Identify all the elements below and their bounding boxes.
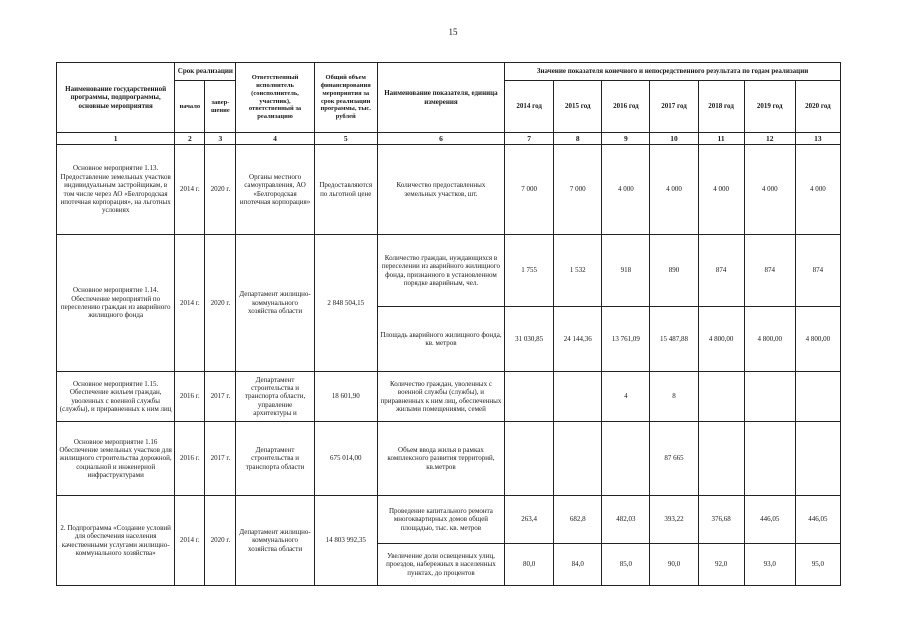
value-cell: 15 487,88 bbox=[650, 307, 698, 372]
column-number: 6 bbox=[377, 133, 504, 145]
executor-cell: Департамент жилищно-коммунального хозяйства области bbox=[236, 235, 314, 372]
value-cell bbox=[698, 422, 744, 496]
header-period: Срок реализации bbox=[175, 63, 236, 81]
value-cell bbox=[744, 372, 795, 422]
column-number: 10 bbox=[650, 133, 698, 145]
executor-cell: Органы местного самоуправления, АО «Белгородская ипотечная корпорация» bbox=[236, 145, 314, 235]
program-name-cell: Основное мероприятие 1.15. Обеспечение жильем граждан, уволенных с военной службы (службы), и приравненных к ним лиц bbox=[57, 372, 175, 422]
indicator-name-cell: Проведение капитального ремонта многоквартирных домов общей площадью, тыс. кв. метров bbox=[377, 496, 504, 544]
value-cell: 4 800,00 bbox=[698, 307, 744, 372]
value-cell: 263,4 bbox=[505, 496, 554, 544]
value-cell: 4 000 bbox=[650, 145, 698, 235]
program-indicators-table bbox=[56, 62, 841, 586]
financing-cell: 675 014,00 bbox=[314, 422, 377, 496]
column-number: 9 bbox=[602, 133, 650, 145]
header-end: завер-шение bbox=[205, 81, 236, 133]
column-number: 4 bbox=[236, 133, 314, 145]
start-year-cell: 2014 г. bbox=[175, 145, 205, 235]
end-year-cell: 2017 г. bbox=[205, 372, 236, 422]
column-number: 1 bbox=[57, 133, 175, 145]
column-number: 12 bbox=[744, 133, 795, 145]
value-cell: 31 030,85 bbox=[505, 307, 554, 372]
value-cell bbox=[744, 422, 795, 496]
header-program-name: Наименование государственной программы, подпрограммы, основные мероприятия bbox=[57, 63, 175, 133]
column-number: 3 bbox=[205, 133, 236, 145]
value-cell: 8 bbox=[650, 372, 698, 422]
column-number: 13 bbox=[795, 133, 840, 145]
start-year-cell: 2014 г. bbox=[175, 496, 205, 586]
value-cell: 4 000 bbox=[795, 145, 840, 235]
value-cell bbox=[795, 422, 840, 496]
end-year-cell: 2017 г. bbox=[205, 422, 236, 496]
header-start: начало bbox=[175, 81, 205, 133]
value-cell: 93,0 bbox=[744, 544, 795, 586]
value-cell bbox=[554, 372, 602, 422]
value-cell bbox=[602, 422, 650, 496]
column-number: 2 bbox=[175, 133, 205, 145]
end-year-cell: 2020 г. bbox=[205, 145, 236, 235]
header-executor: Ответственный исполнитель (соисполнитель, участник), ответственный за реализацию bbox=[236, 63, 314, 133]
header-year: 2015 год bbox=[554, 81, 602, 133]
start-year-cell: 2016 г. bbox=[175, 372, 205, 422]
value-cell: 4 800,00 bbox=[744, 307, 795, 372]
value-cell: 874 bbox=[795, 235, 840, 307]
executor-cell: Департамент строительства и транспорта области bbox=[236, 422, 314, 496]
indicator-name-cell: Площадь аварийного жилищного фонда, кв. метров bbox=[377, 307, 504, 372]
value-cell: 7 000 bbox=[505, 145, 554, 235]
column-number: 5 bbox=[314, 133, 377, 145]
header-indicator: Наименование показателя, единица измерения bbox=[377, 63, 504, 133]
value-cell: 446,05 bbox=[744, 496, 795, 544]
value-cell: 4 000 bbox=[698, 145, 744, 235]
value-cell: 890 bbox=[650, 235, 698, 307]
header-year: 2020 год bbox=[795, 81, 840, 133]
financing-cell: 18 601,90 bbox=[314, 372, 377, 422]
header-year: 2018 год bbox=[698, 81, 744, 133]
value-cell: 874 bbox=[744, 235, 795, 307]
value-cell: 87 665 bbox=[650, 422, 698, 496]
value-cell: 1 532 bbox=[554, 235, 602, 307]
value-cell bbox=[698, 372, 744, 422]
column-number: 11 bbox=[698, 133, 744, 145]
column-number: 7 bbox=[505, 133, 554, 145]
end-year-cell: 2020 г. bbox=[205, 235, 236, 372]
value-cell: 4 000 bbox=[744, 145, 795, 235]
value-cell: 24 144,36 bbox=[554, 307, 602, 372]
value-cell bbox=[505, 422, 554, 496]
header-results: Значение показателя конечного и непосредственного результата по годам реализации bbox=[505, 63, 841, 81]
indicator-name-cell: Количество предоставленных земельных участков, шт. bbox=[377, 145, 504, 235]
financing-cell: 14 803 992,35 bbox=[314, 496, 377, 586]
program-name-cell: Основное мероприятие 1.16 Обеспечение земельных участков для жилищного строительства дорожной, социальной и инженерной инфраструктурами bbox=[57, 422, 175, 496]
header-year: 2017 год bbox=[650, 81, 698, 133]
program-name-cell: 2. Подпрограмма «Создание условий для обеспечения населения качественными услугами жилищно-коммунального хозяйства» bbox=[57, 496, 175, 586]
column-number: 8 bbox=[554, 133, 602, 145]
value-cell: 446,05 bbox=[795, 496, 840, 544]
value-cell: 1 755 bbox=[505, 235, 554, 307]
end-year-cell: 2020 г. bbox=[205, 496, 236, 586]
value-cell: 84,0 bbox=[554, 544, 602, 586]
value-cell: 682,8 bbox=[554, 496, 602, 544]
value-cell: 13 761,09 bbox=[602, 307, 650, 372]
header-year: 2019 год bbox=[744, 81, 795, 133]
header-year: 2014 год bbox=[505, 81, 554, 133]
indicator-name-cell: Количество граждан, уволенных с военной службы (службы), и приравненных к ним лиц, обеспеченных жилыми помещениями, семей bbox=[377, 372, 504, 422]
indicator-name-cell: Объем ввода жилья в рамках комплексного развития территорий, кв.метров bbox=[377, 422, 504, 496]
start-year-cell: 2014 г. bbox=[175, 235, 205, 372]
value-cell bbox=[795, 372, 840, 422]
value-cell: 376,68 bbox=[698, 496, 744, 544]
value-cell: 7 000 bbox=[554, 145, 602, 235]
value-cell: 482,03 bbox=[602, 496, 650, 544]
header-year: 2016 год bbox=[602, 81, 650, 133]
value-cell: 85,0 bbox=[602, 544, 650, 586]
program-name-cell: Основное мероприятие 1.13. Предоставление земельных участков индивидуальным застройщикам, в том числе через АО «Белгородская ипотечная корпорация», на льготных условиях bbox=[57, 145, 175, 235]
financing-cell: 2 848 504,15 bbox=[314, 235, 377, 372]
value-cell: 92,0 bbox=[698, 544, 744, 586]
executor-cell: Департамент жилищно-коммунального хозяйства области bbox=[236, 496, 314, 586]
indicator-name-cell: Количество граждан, нуждающихся в переселении из аварийного жилищного фонда, признанного в установленном порядке аварийным, чел. bbox=[377, 235, 504, 307]
value-cell: 90,0 bbox=[650, 544, 698, 586]
value-cell: 95,0 bbox=[795, 544, 840, 586]
header-financing: Общий объем финансирования мероприятия за срок реализации программы, тыс. рублей bbox=[314, 63, 377, 133]
executor-cell: Департамент строительства и транспорта области, управление архитектуры и bbox=[236, 372, 314, 422]
value-cell: 80,0 bbox=[505, 544, 554, 586]
value-cell: 393,22 bbox=[650, 496, 698, 544]
program-name-cell: Основное мероприятие 1.14. Обеспечение мероприятий по переселению граждан из аварийного жилищного фонда bbox=[57, 235, 175, 372]
indicator-name-cell: Увеличение доли освещенных улиц, проездов, набережных в населенных пунктах, до процентов bbox=[377, 544, 504, 586]
value-cell: 874 bbox=[698, 235, 744, 307]
value-cell bbox=[505, 372, 554, 422]
value-cell: 918 bbox=[602, 235, 650, 307]
value-cell: 4 bbox=[602, 372, 650, 422]
start-year-cell: 2016 г. bbox=[175, 422, 205, 496]
value-cell bbox=[554, 422, 602, 496]
page-number: 15 bbox=[448, 27, 458, 37]
financing-cell: Предоставляются по льготной цене bbox=[314, 145, 377, 235]
value-cell: 4 000 bbox=[602, 145, 650, 235]
value-cell: 4 800,00 bbox=[795, 307, 840, 372]
